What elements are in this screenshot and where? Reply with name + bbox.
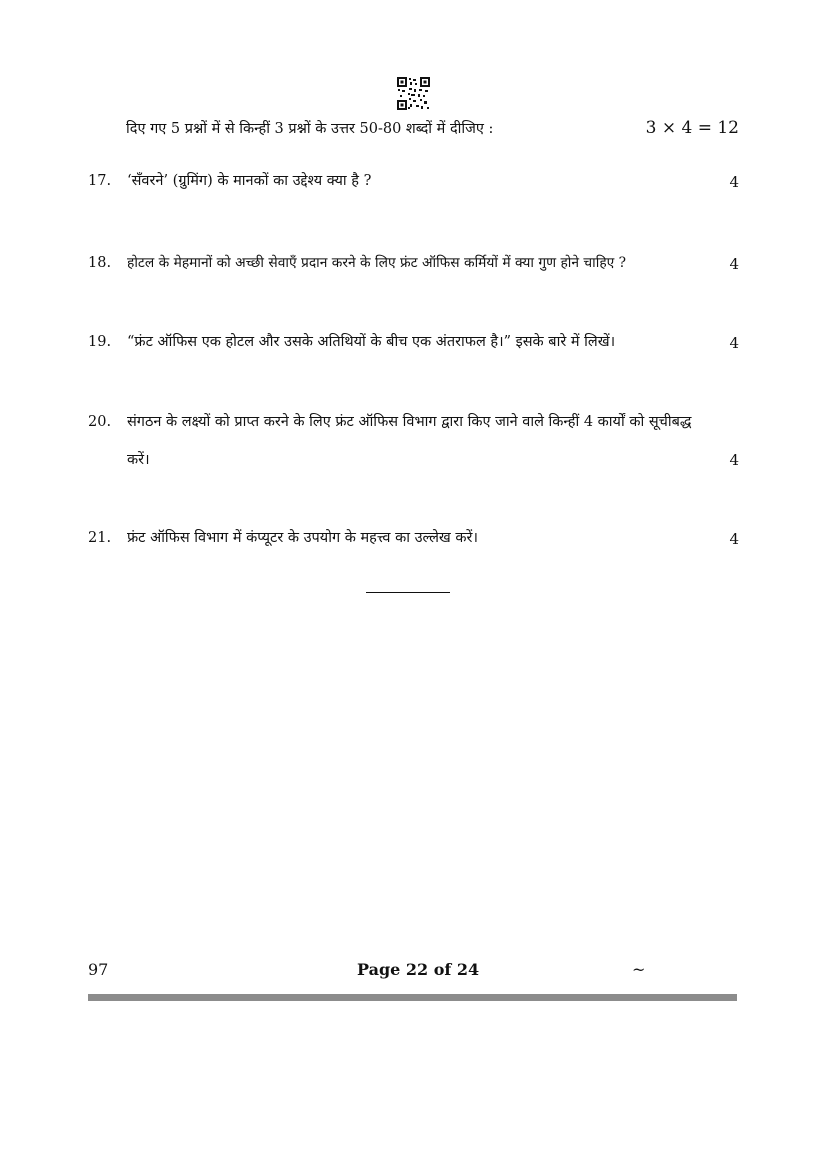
question-marks: 4 bbox=[729, 530, 739, 548]
question-text: होटल के मेहमानों को अच्छी सेवाएँ प्रदान करने के लिए फ्रंट ऑफिस कर्मियों में क्या गुण होने चाहिए ? bbox=[127, 255, 627, 271]
footer-bar bbox=[88, 994, 737, 1001]
end-of-section-rule bbox=[366, 592, 450, 593]
section-marks: 3 × 4 = 12 bbox=[645, 118, 739, 138]
section-instruction: दिए गए 5 प्रश्नों में से किन्हीं 3 प्रश्नों के उत्तर 50-80 शब्दों में दीजिए : bbox=[126, 121, 494, 137]
question-number: 20. bbox=[88, 414, 112, 430]
question-number: 21. bbox=[88, 530, 112, 546]
page-number: Page 22 of 24 bbox=[357, 960, 480, 979]
qr-code bbox=[397, 77, 430, 110]
question-marks: 4 bbox=[729, 451, 739, 469]
footer-mark: ~ bbox=[632, 960, 646, 979]
question-number: 17. bbox=[88, 173, 112, 189]
question-marks: 4 bbox=[729, 173, 739, 191]
paper-code: 97 bbox=[88, 960, 109, 979]
question-marks: 4 bbox=[729, 334, 739, 352]
question-marks: 4 bbox=[729, 255, 739, 273]
question-text: ‘सँवरने’ (ग्रुमिंग) के मानकों का उद्देश्य क्या है ? bbox=[127, 173, 372, 189]
question-number: 19. bbox=[88, 334, 112, 350]
question-text: संगठन के लक्ष्यों को प्राप्त करने के लिए फ्रंट ऑफिस विभाग द्वारा किए जाने वाले किन्हीं 4 कार्यों को सूचीबद्ध करें। bbox=[127, 414, 692, 468]
question-number: 18. bbox=[88, 255, 112, 271]
question-text: “फ्रंट ऑफिस एक होटल और उसके अतिथियों के बीच एक अंतराफल है।” इसके बारे में लिखें। bbox=[127, 334, 616, 350]
question-text: फ्रंट ऑफिस विभाग में कंप्यूटर के उपयोग के महत्त्व का उल्लेख करें। bbox=[127, 530, 478, 546]
